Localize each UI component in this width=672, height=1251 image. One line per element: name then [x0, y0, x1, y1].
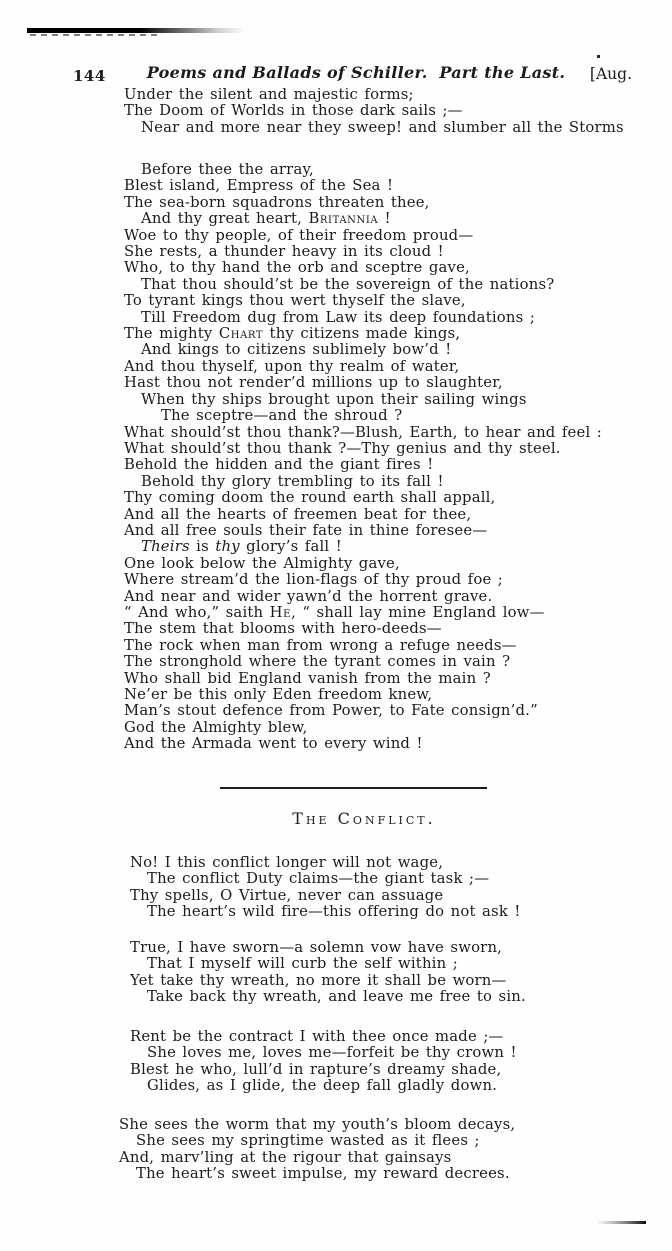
poem-line: She sees the worm that my youth’s bloom decays, — [119, 1116, 516, 1133]
poem-line: She rests, a thunder heavy in its cloud ! — [124, 243, 444, 261]
poem-line: And kings to citizens sublimely bow’d ! — [141, 341, 452, 359]
poem-armada-fragment — [124, 87, 624, 136]
poem-line: The stronghold where the tyrant comes in vain ? — [124, 653, 511, 671]
poem-line: What should’st thou thank?—Blush, Earth, to hear and feel : — [124, 423, 602, 441]
poem-line: The conflict Duty claims—the giant task ;— — [147, 870, 490, 888]
poem-line: One look below the Almighty gave, — [124, 554, 400, 572]
section-divider-rule — [220, 787, 487, 789]
poem-line: The sceptre—and the shroud ? — [161, 407, 403, 425]
poem-line: When thy ships brought upon their sailing wings — [141, 390, 527, 408]
poem-line: Near and more near they sweep! and slumber all the Storms — [141, 118, 624, 136]
poem-line: Ne’er be this only Eden freedom knew, — [124, 686, 433, 703]
poem-line: And near and wider yawn’d the horrent grave. — [124, 587, 493, 605]
scan-artifact-top-dashes — [30, 34, 160, 36]
poem-line: No! I this conflict longer will not wage, — [130, 854, 444, 871]
poem-line: The heart’s sweet impulse, my reward decrees. — [136, 1165, 510, 1183]
running-header — [0, 63, 672, 87]
poem-line: Behold the hidden and the giant fires ! — [124, 456, 434, 474]
poem-line: The mighty Chart thy citizens made kings, — [124, 325, 461, 343]
poem-line: Take back thy wreath, and leave me free to sin. — [147, 988, 526, 1006]
poem-line: God the Almighty blew, — [124, 718, 308, 736]
poem-line: Theirs is thy glory’s fall ! — [141, 538, 342, 556]
poem-line: “ And who,” saith He, “ shall lay mine England low— — [124, 603, 545, 621]
poem-line: Under the silent and majestic forms; — [124, 86, 414, 103]
poem-armada-main-stanza — [124, 162, 602, 753]
conflict-stanza-3 — [130, 1029, 517, 1095]
poem-line: Hast thou not render’d millions up to slaughter, — [124, 374, 503, 392]
conflict-stanza-4 — [119, 1117, 515, 1183]
scan-artifact-dot — [597, 55, 600, 58]
poem-line: Man’s stout defence from Power, to Fate consign’d.” — [124, 702, 538, 720]
poem-line: Thy coming doom the round earth shall appall, — [124, 489, 496, 507]
running-header-month: [Aug. — [589, 65, 632, 83]
poem-line: Where stream’d the lion-flags of thy proud foe ; — [124, 571, 503, 589]
poem-line: Before thee the array, — [141, 161, 314, 178]
poem-line: What should’st thou thank ?—Thy genius and thy steel. — [124, 439, 561, 457]
running-header-title: Poems and Ballads of Schiller. Part the Last. — [146, 63, 566, 82]
poem-line: Thy spells, O Virtue, never can assuage — [130, 886, 444, 904]
poem-line: And the Armada went to every wind ! — [124, 735, 423, 753]
poem-line: That thou should’st be the sovereign of the nations? — [141, 275, 555, 293]
poem-line: True, I have sworn—a solemn vow have sworn, — [130, 939, 503, 956]
poem-line: Glides, as I glide, the deep fall gladly down. — [147, 1077, 498, 1095]
poem-line: Rent be the contract I with thee once made ;— — [130, 1028, 504, 1045]
poem-line: That I myself will curb the self within ; — [147, 955, 458, 973]
conflict-stanza-2 — [130, 940, 526, 1006]
scan-artifact-bottom-streak — [596, 1221, 646, 1224]
conflict-stanza-1 — [130, 855, 521, 921]
poem-title-the-conflict: The Conflict. — [292, 809, 436, 828]
poem-line: Who, to thy hand the orb and sceptre gave, — [124, 259, 470, 277]
poem-line: The heart’s wild fire—this offering do not ask ! — [147, 903, 521, 921]
poem-line: And all free souls their fate in thine foresee— — [124, 521, 488, 539]
poem-line: Yet take thy wreath, no more it shall be worn— — [130, 971, 507, 989]
poem-line: And thou thyself, upon thy realm of water, — [124, 357, 460, 375]
poem-line: Till Freedom dug from Law its deep foundations ; — [141, 308, 536, 326]
poem-line: The rock when man from wrong a refuge needs— — [124, 636, 517, 654]
poem-line: And all the hearts of freemen beat for thee, — [124, 505, 472, 523]
poem-line: Blest island, Empress of the Sea ! — [124, 177, 394, 195]
poem-line: She sees my springtime wasted as it flees ; — [136, 1132, 480, 1150]
poem-line: The Doom of Worlds in those dark sails ;— — [124, 102, 463, 120]
poem-line: To tyrant kings thou wert thyself the slave, — [124, 292, 466, 310]
poem-line: Woe to thy people, of their freedom proud— — [124, 226, 474, 244]
scan-artifact-top-streak — [27, 28, 245, 33]
poem-line: She loves me, loves me—forfeit be thy crown ! — [147, 1044, 517, 1062]
poem-line: Who shall bid England vanish from the main ? — [124, 669, 491, 687]
poem-line: The sea-born squadrons threaten thee, — [124, 193, 430, 211]
poem-line: And, marv’ling at the rigour that gainsays — [119, 1148, 452, 1166]
page-number: 144 — [73, 67, 106, 85]
poem-line: And thy great heart, Britannia ! — [141, 210, 391, 228]
poem-line: The stem that blooms with hero-deeds— — [124, 620, 442, 638]
poem-line: Blest he who, lull’d in rapture’s dreamy shade, — [130, 1060, 502, 1078]
poem-line: Behold thy glory trembling to its fall ! — [141, 472, 444, 490]
